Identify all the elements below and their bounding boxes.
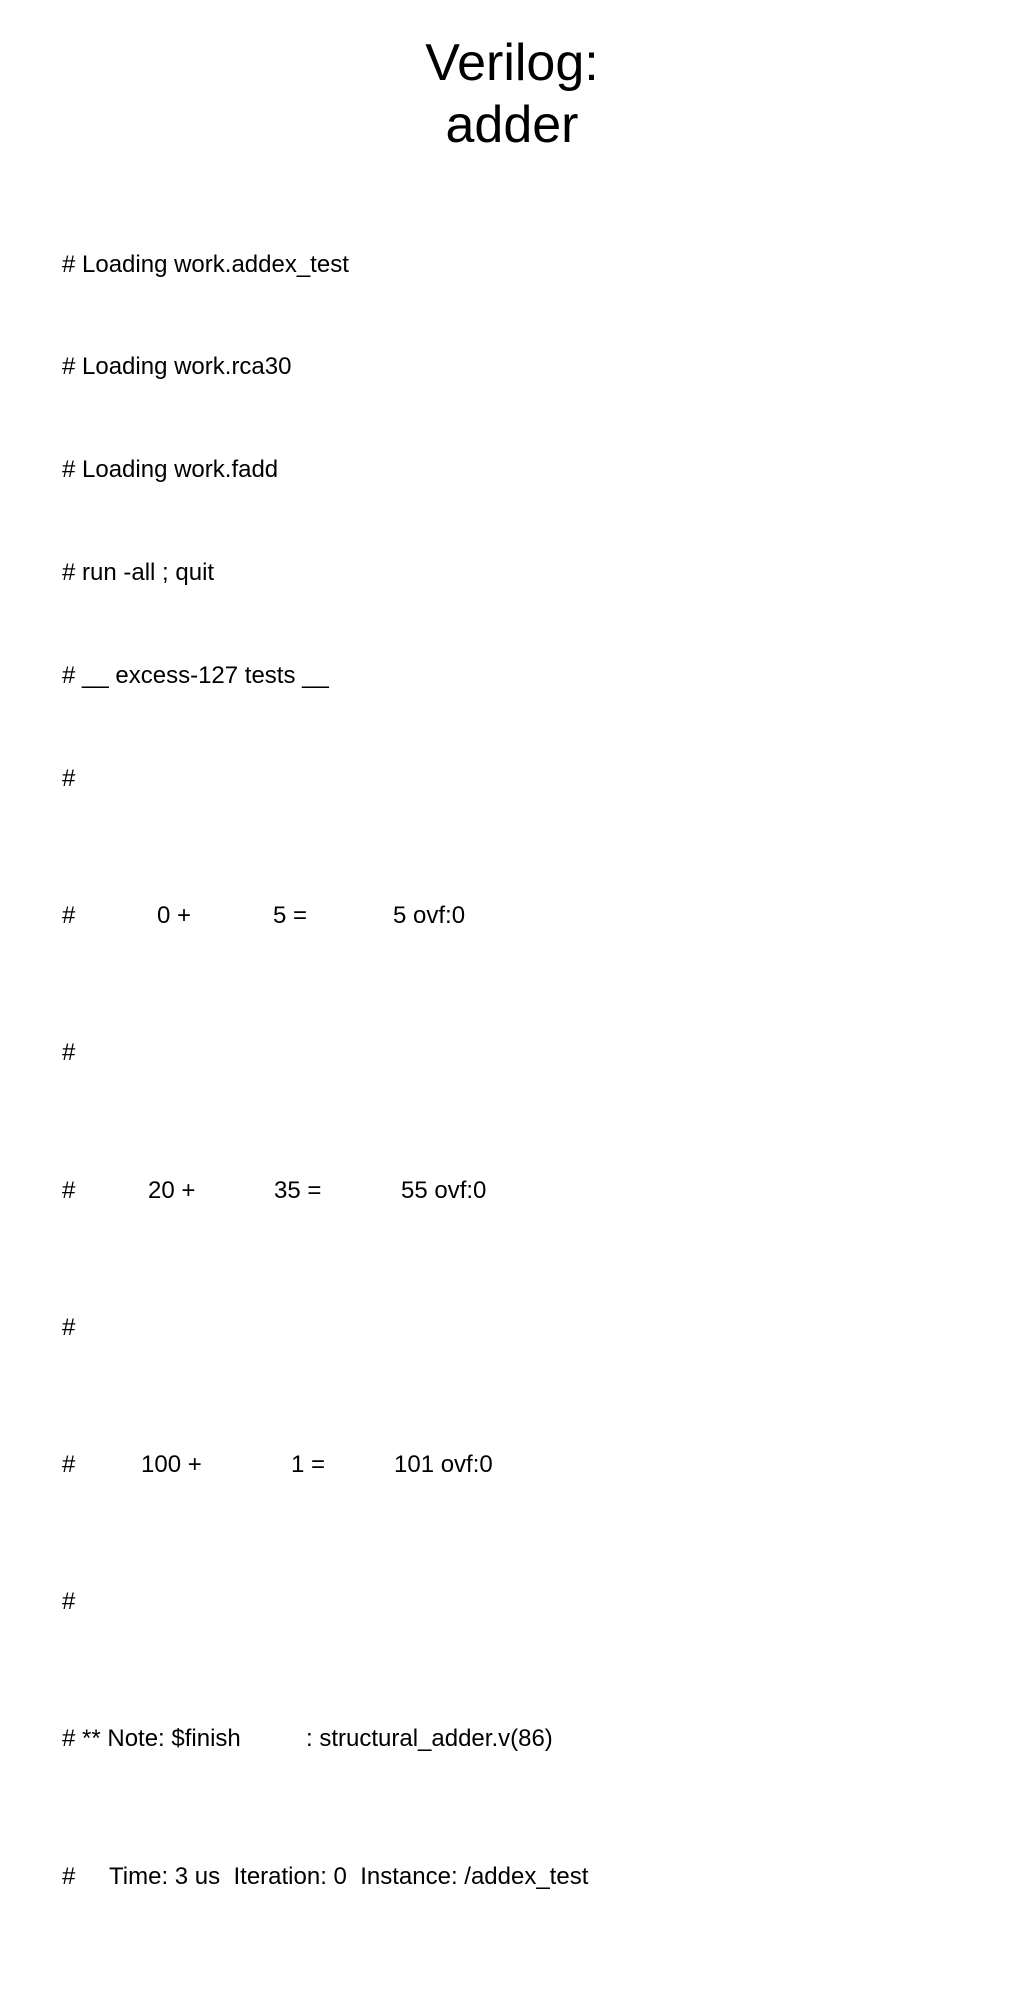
note-label: # ** Note: $finish	[62, 1725, 241, 1753]
log-line: # Loading work.fadd	[62, 456, 279, 484]
simulation-log	[62, 179, 982, 1928]
slide-title	[0, 32, 1024, 156]
result-row	[62, 899, 982, 933]
log-line: #	[62, 1588, 76, 1616]
row-hash: #	[62, 1450, 76, 1478]
operand-b: 35 =	[274, 1176, 322, 1204]
log-line: #	[62, 1313, 76, 1341]
sum-result: 5 ovf:0	[393, 902, 466, 930]
operand-a: 20 +	[148, 1176, 196, 1204]
operand-b: 5 =	[273, 902, 308, 930]
sum-result: 55 ovf:0	[401, 1176, 487, 1204]
row-hash: #	[62, 902, 76, 930]
time-line	[62, 1860, 982, 1894]
operand-a: 0 +	[157, 902, 192, 930]
row-hash: #	[62, 1176, 76, 1204]
row-hash: #	[62, 1862, 76, 1890]
sum-result: 101 ovf:0	[394, 1450, 493, 1478]
note-line	[62, 1722, 982, 1756]
title-line-1: Verilog:	[425, 34, 599, 92]
time-info: Time: 3 us Iteration: 0 Instance: /addex_test	[109, 1862, 589, 1890]
log-line: # Loading work.rca30	[62, 353, 292, 381]
log-line: # __ excess-127 tests __	[62, 662, 329, 690]
result-row	[62, 1448, 982, 1482]
result-row	[62, 1174, 982, 1208]
log-line: # run -all ; quit	[62, 559, 215, 587]
log-line: # Loading work.addex_test	[62, 250, 349, 278]
log-line: #	[62, 1039, 76, 1067]
log-line: #	[62, 765, 76, 793]
title-line-2: adder	[445, 96, 579, 154]
operand-a: 100 +	[141, 1450, 202, 1478]
note-source: : structural_adder.v(86)	[306, 1725, 553, 1753]
operand-b: 1 =	[291, 1450, 326, 1478]
